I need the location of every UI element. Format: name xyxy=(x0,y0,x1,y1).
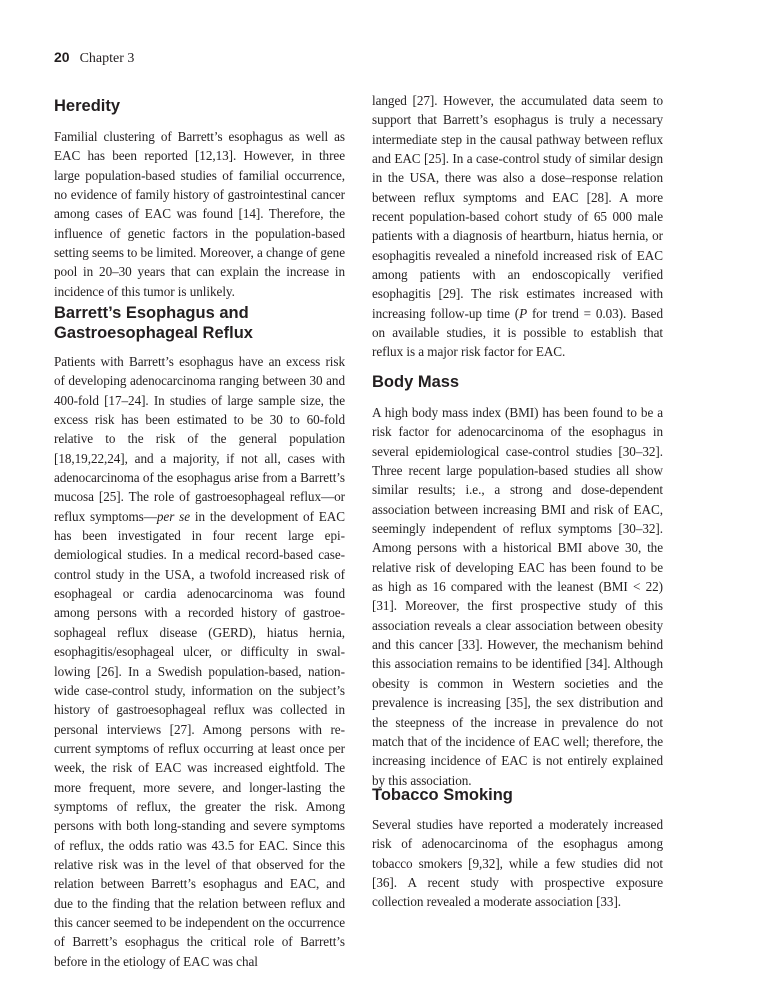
paragraph-tobacco-smoking xyxy=(372,815,663,912)
paragraph-body-mass xyxy=(372,403,663,790)
paragraph-tobacco-text: Several studies have reported a moderately increased risk of adenocarcinoma of the esophagus among tobacco smokers [9,32], while a few studies did not [36]. A recent study with prospective exposure collection revealed a moderate association [33]. xyxy=(372,817,663,910)
heading-body-mass: Body Mass xyxy=(372,373,460,391)
italic-per-se: per se xyxy=(156,508,191,524)
paragraph-barretts-esophagus xyxy=(54,352,345,971)
paragraph-heredity xyxy=(54,127,345,301)
heading-tobacco-smoking: Tobacco Smoking xyxy=(372,786,513,804)
italic-p: P xyxy=(519,305,528,321)
paragraph-barretts-text-2: in the development of EAC has been investigated in four recent large epidemiological studies. In a medical record-based case-control study in the USA, a twofold increased risk of esophageal or cardia adenocarcinoma was found among persons with a recorded history of gastroesophageal reflux disease (GERD), hiatus hernia, esophagitis/esophageal ulcer, or difficulty in swallowing [26]. In a Swedish population-based, nationwide case-control study, information on the subject’s history of gastroesophageal reflux was collected in personal interviews [27]. Among persons with recurrent symptoms of reflux occurring at least once per week, the risk of EAC was increased eightfold. The more frequent, more severe, and longer-lasting the symptoms of reflux, the greater the risk. Among persons with both long-standing and severe symptoms of reflux, the odds ratio was 43.5 for EAC. Since this relative risk was in the level of that observed for the relation between Barrett’s esophagus and EAC, and due to the finding that the relation between reflux and this cancer seemed to be independent on the occurrence of Barrett’s esophagus the critical role of Barrett’s before in the etiology of EAC was chal xyxy=(54,508,345,969)
paragraph-continuation-text-1: langed [27]. However, the accumulated data seem to support that Barrett’s esophagus is truly a necessary intermediate step in the causal pathway between reflux and EAC [25]. In a case-control study of similar design in the USA, there was also a dose–response relation between reflux symptoms and EAC [28]. A more recent population-based cohort study of 65 000 male patients with a diagnosis of heartburn, hiatus hernia, or esophagitis revealed a ninefold increased risk of EAC among patients with an endoscopically verified esophagitis [29]. The risk estimates increased with increasing follow-up time ( xyxy=(372,93,663,321)
heading-barretts-esophagus: Barrett’s Esophagus and Gastroesophageal Reflux xyxy=(54,304,253,342)
chapter-label: Chapter 3 xyxy=(79,51,135,66)
heading-heredity: Heredity xyxy=(54,97,121,115)
paragraph-body-mass-text: A high body mass index (BMI) has been found to be a risk factor for adenocarcinoma of the esophagus in several epidemiological case-control studies [30–32]. Three recent large population-based studies all show similar results; i.e., a strong and dose-dependent association between increasing BMI and risk of EAC, seemingly independent of reflux symptoms [30–32]. Among persons with a historical BMI above 30, the relative risk of developing EAC has been found to be as high as 16 compared with the leanest (BMI < 22) [31]. Moreover, the first prospective study of this association reveals a clear association between obesity and this cancer [33]. However, the mechanism behind this association remains to be identified [34]. Although obesity is common in Western societies and the prevalence is increasing [35], the sex distribution and the steepness of the increase in prevalence do not match that of the incidence of EAC well; therefore, the increasing incidence of EAC is not entirely explained by this association. xyxy=(372,405,663,788)
page-number: 20 xyxy=(54,49,70,65)
paragraph-heredity-text: Familial clustering of Barrett’s esophagus as well as EAC has been reported [12,13]. However, in three large population-based studies of familial occurrence, no evidence of family history of gastrointestinal cancer among cases of EAC was found [14]. Therefore, the influence of genetic factors in the population-based setting seems to be limited. Moreover, a change of gene pool in 20–30 years that can explain the increase in incidence of this tumor is unlikely. xyxy=(54,129,345,299)
paragraph-continuation-text-2: for trend = 0.03). Based on available studies, it is possible to establish that reflux is a major risk factor for EAC. xyxy=(372,305,663,360)
paragraph-reflux-continuation xyxy=(372,91,663,362)
running-head xyxy=(54,47,134,69)
paragraph-barretts-text-1: Patients with Barrett’s esophagus have an excess risk of developing adenocarcinoma ranging between 30 and 400-fold [17–24]. In studies of large sample size, the excess risk has been estimated to be 30 to 60-fold relative to the risk of the general population [18,19,22,24], and a majority, if not all, cases with adenocarcinoma of the esophagus arise from a Barrett’s mucosa [25]. The role of gastroesophageal reflux—or reflux symptoms— xyxy=(54,354,345,524)
